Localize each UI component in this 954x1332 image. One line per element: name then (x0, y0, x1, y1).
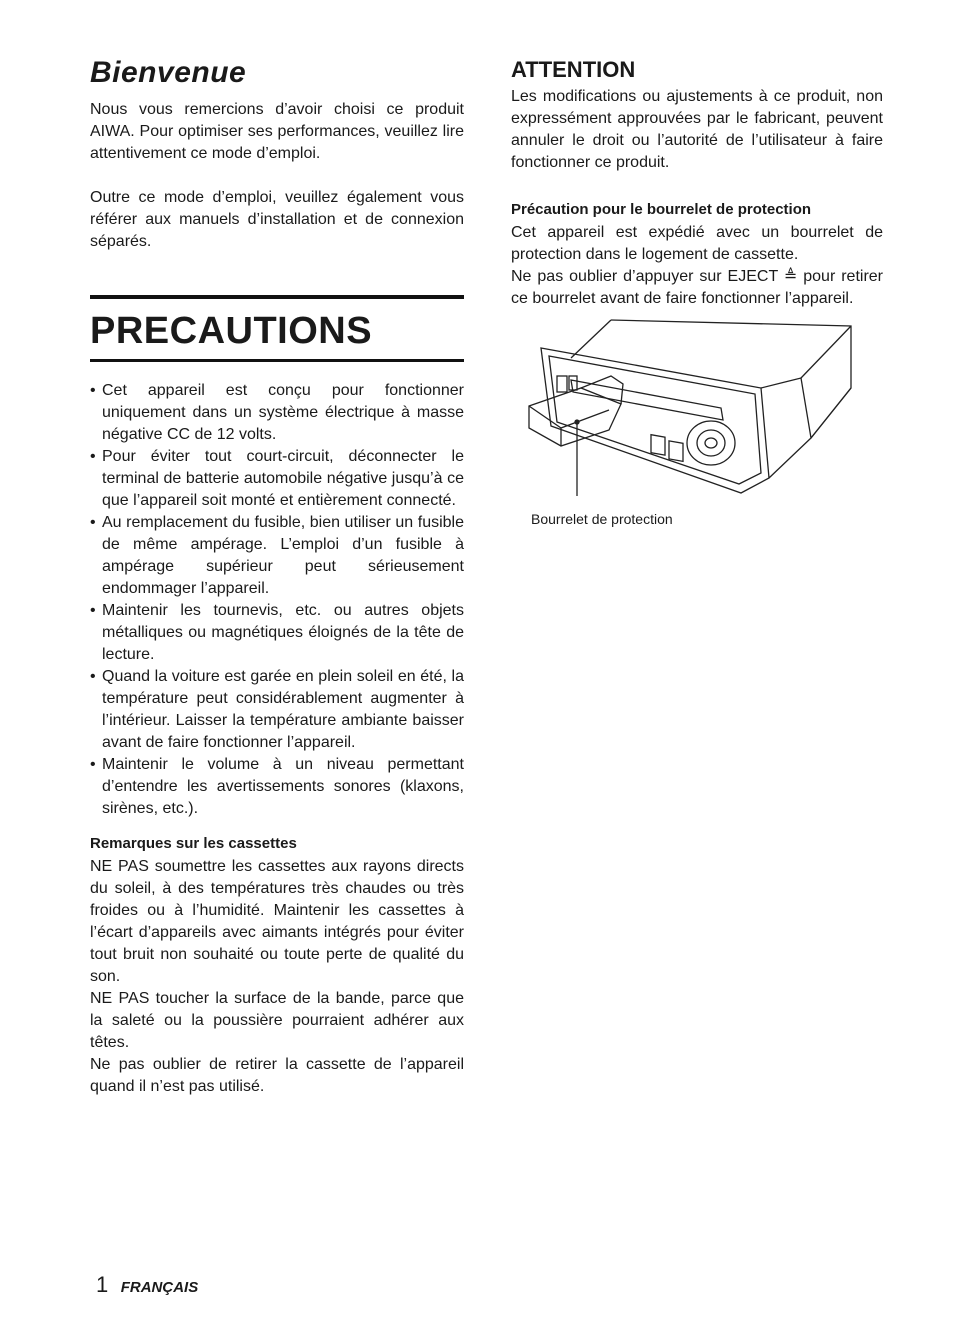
cassettes-paragraph-1: NE PAS soumettre les cassettes aux rayons directs du soleil, à des températures très chaudes ou très froides ou à l’humidité. Maintenir les cassettes à l’écart d’appareils avec aimants intégrés pour éviter tout bruit non souhaité ou toute perte de qualité du son. (90, 858, 464, 985)
bourrelet-subheading: Précaution pour le bourrelet de protection (511, 201, 812, 218)
list-item: • Maintenir le volume à un niveau permettant d’entendre les avertissements sonores (klaxons, sirènes, etc.). (90, 754, 464, 820)
list-item: • Quand la voiture est garée en plein soleil en été, la température peut considérablement augmenter à l’intérieur. Laisser la température ambiante baisser avant de faire fonctionner l’appareil. (90, 666, 464, 754)
list-item: • Maintenir les tournevis, etc. ou autres objets métalliques ou magnétiques éloignés de la tête de lecture. (90, 600, 464, 666)
cassettes-subheading: Remarques sur les cassettes (90, 835, 297, 852)
bourrelet-paragraph-1: Cet appareil est expédié avec un bourrelet de protection dans le logement de cassette. (511, 224, 883, 263)
left-column (90, 56, 464, 1098)
precautions-list (90, 380, 464, 820)
precautions-title: PRECAUTIONS (90, 310, 373, 352)
welcome-paragraph-2: Outre ce mode d’emploi, veuillez également vous référer aux manuels d’installation et de connexion séparés. (90, 189, 464, 250)
attention-paragraph: Les modifications ou ajustements à ce produit, non expressément approuvées par le fabricant, peuvent annuler le droit ou l’autorité de l’utilisateur à faire fonctionner ce produit. (511, 88, 883, 171)
list-item: • Pour éviter tout court-circuit, déconnecter le terminal de batterie automobile négative jusqu’à ce que l’appareil soit monté et entièrement connecté. (90, 446, 464, 512)
bourrelet-paragraph-2: Ne pas oublier d’appuyer sur EJECT ≜ pour retirer ce bourrelet avant de faire fonctionner l’appareil. (511, 268, 883, 307)
top-rule (90, 295, 464, 299)
car-stereo-illustration (511, 318, 883, 533)
cassettes-paragraph-2: NE PAS toucher la surface de la bande, parce que la saleté ou la poussière pourraient adhérer aux têtes. (90, 990, 464, 1051)
illustration-caption: Bourrelet de protection (531, 511, 673, 527)
welcome-title: Bienvenue (90, 56, 247, 89)
page-footer (96, 1272, 198, 1298)
page-number: 1 (96, 1272, 109, 1297)
precautions-section (90, 295, 464, 1098)
bottom-rule (90, 359, 464, 362)
right-column (511, 56, 883, 533)
list-item: • Cet appareil est conçu pour fonctionner uniquement dans un système électrique à masse négative CC de 12 volts. (90, 380, 464, 446)
cassettes-paragraph-3: Ne pas oublier de retirer la cassette de l’appareil quand il n’est pas utilisé. (90, 1056, 464, 1095)
stereo-drawing (511, 318, 883, 508)
list-item: • Au remplacement du fusible, bien utiliser un fusible de même ampérage. L’emploi d’un fusible à ampérage supérieur peut sérieusement endommager l’appareil. (90, 512, 464, 600)
language-label: FRANÇAIS (120, 1279, 199, 1296)
welcome-paragraph-1: Nous vous remercions d’avoir choisi ce produit AIWA. Pour optimiser ses performances, veuillez lire attentivement ce mode d’emploi. (90, 101, 464, 162)
attention-title: ATTENTION (511, 57, 636, 82)
